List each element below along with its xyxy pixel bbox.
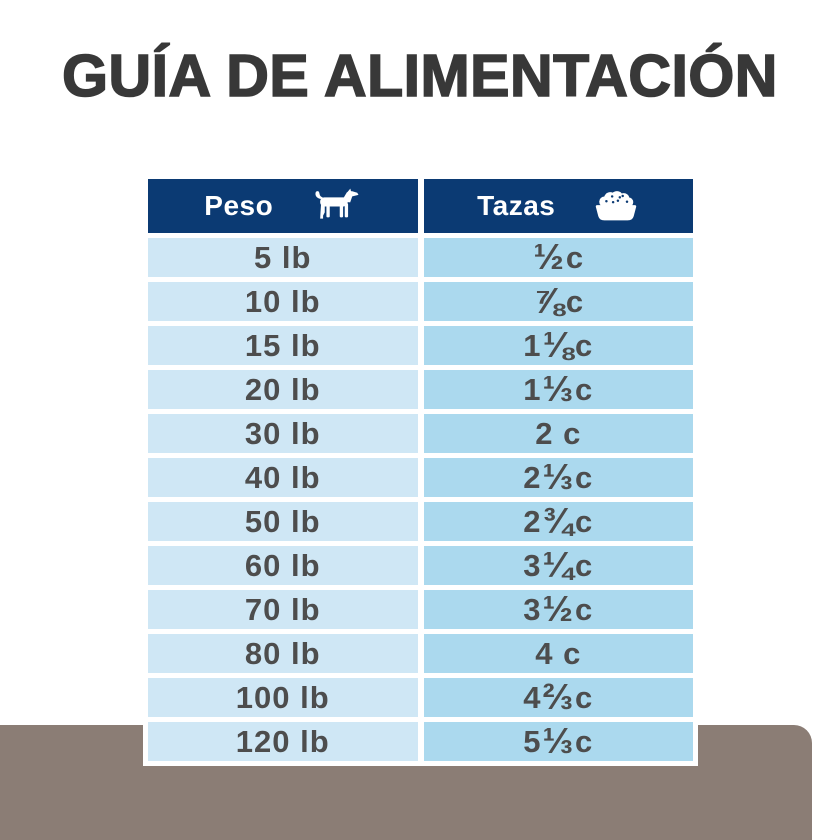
peso-cell: 20 lb: [148, 370, 418, 409]
peso-cell: 120 lb: [148, 722, 418, 761]
feeding-guide-table: [143, 174, 698, 766]
peso-cell: 100 lb: [148, 678, 418, 717]
table-row: [148, 678, 693, 717]
dog-icon: [311, 188, 361, 225]
peso-cell: 60 lb: [148, 546, 418, 585]
tazas-cell: 3 ¼ c: [424, 546, 694, 585]
fraction-glyph: ½: [542, 588, 574, 630]
table-row: [148, 326, 693, 365]
table-body: [148, 238, 693, 761]
tazas-cell: 2 ⅓ c: [424, 458, 694, 497]
bowl-icon: [593, 190, 639, 223]
tazas-cell: 5 ⅓ c: [424, 722, 694, 761]
tazas-cell: 1 ⅓ c: [424, 370, 694, 409]
tazas-cell: ½ c: [424, 238, 694, 277]
column-header-peso-label: Peso: [204, 190, 274, 221]
peso-cell: 10 lb: [148, 282, 418, 321]
table-header-row: [148, 179, 693, 233]
column-header-peso: [148, 179, 418, 233]
tazas-cell: 2 ¾ c: [424, 502, 694, 541]
column-header-tazas-label: Tazas: [477, 190, 556, 221]
table-row: [148, 238, 693, 277]
fraction-glyph: ½: [533, 236, 565, 278]
table-row: [148, 370, 693, 409]
table-row: [148, 546, 693, 585]
fraction-glyph: ⅔: [542, 676, 574, 718]
tazas-cell: ⅞ c: [424, 282, 694, 321]
fraction-glyph: ¼: [542, 544, 574, 586]
table-row: [148, 282, 693, 321]
tazas-cell: 4 c: [424, 634, 694, 673]
table-row: [148, 414, 693, 453]
peso-cell: 40 lb: [148, 458, 418, 497]
page-title: GUÍA DE ALIMENTACIÓN: [62, 43, 778, 109]
peso-cell: 70 lb: [148, 590, 418, 629]
table-row: [148, 502, 693, 541]
table-row: [148, 634, 693, 673]
peso-cell: 5 lb: [148, 238, 418, 277]
table-row: [148, 722, 693, 761]
peso-cell: 15 lb: [148, 326, 418, 365]
tazas-cell: 3 ½ c: [424, 590, 694, 629]
fraction-glyph: ⅓: [542, 368, 574, 410]
fraction-glyph: ¾: [542, 500, 574, 542]
fraction-glyph: ⅞: [533, 280, 565, 322]
peso-cell: 80 lb: [148, 634, 418, 673]
peso-cell: 30 lb: [148, 414, 418, 453]
column-header-tazas: [424, 179, 694, 233]
fraction-glyph: ⅓: [542, 720, 574, 762]
table-row: [148, 590, 693, 629]
peso-cell: 50 lb: [148, 502, 418, 541]
table-row: [148, 458, 693, 497]
tazas-cell: 4 ⅔ c: [424, 678, 694, 717]
fraction-glyph: ⅓: [542, 456, 574, 498]
tazas-cell: 2 c: [424, 414, 694, 453]
fraction-glyph: ⅛: [542, 324, 574, 366]
tazas-cell: 1 ⅛ c: [424, 326, 694, 365]
